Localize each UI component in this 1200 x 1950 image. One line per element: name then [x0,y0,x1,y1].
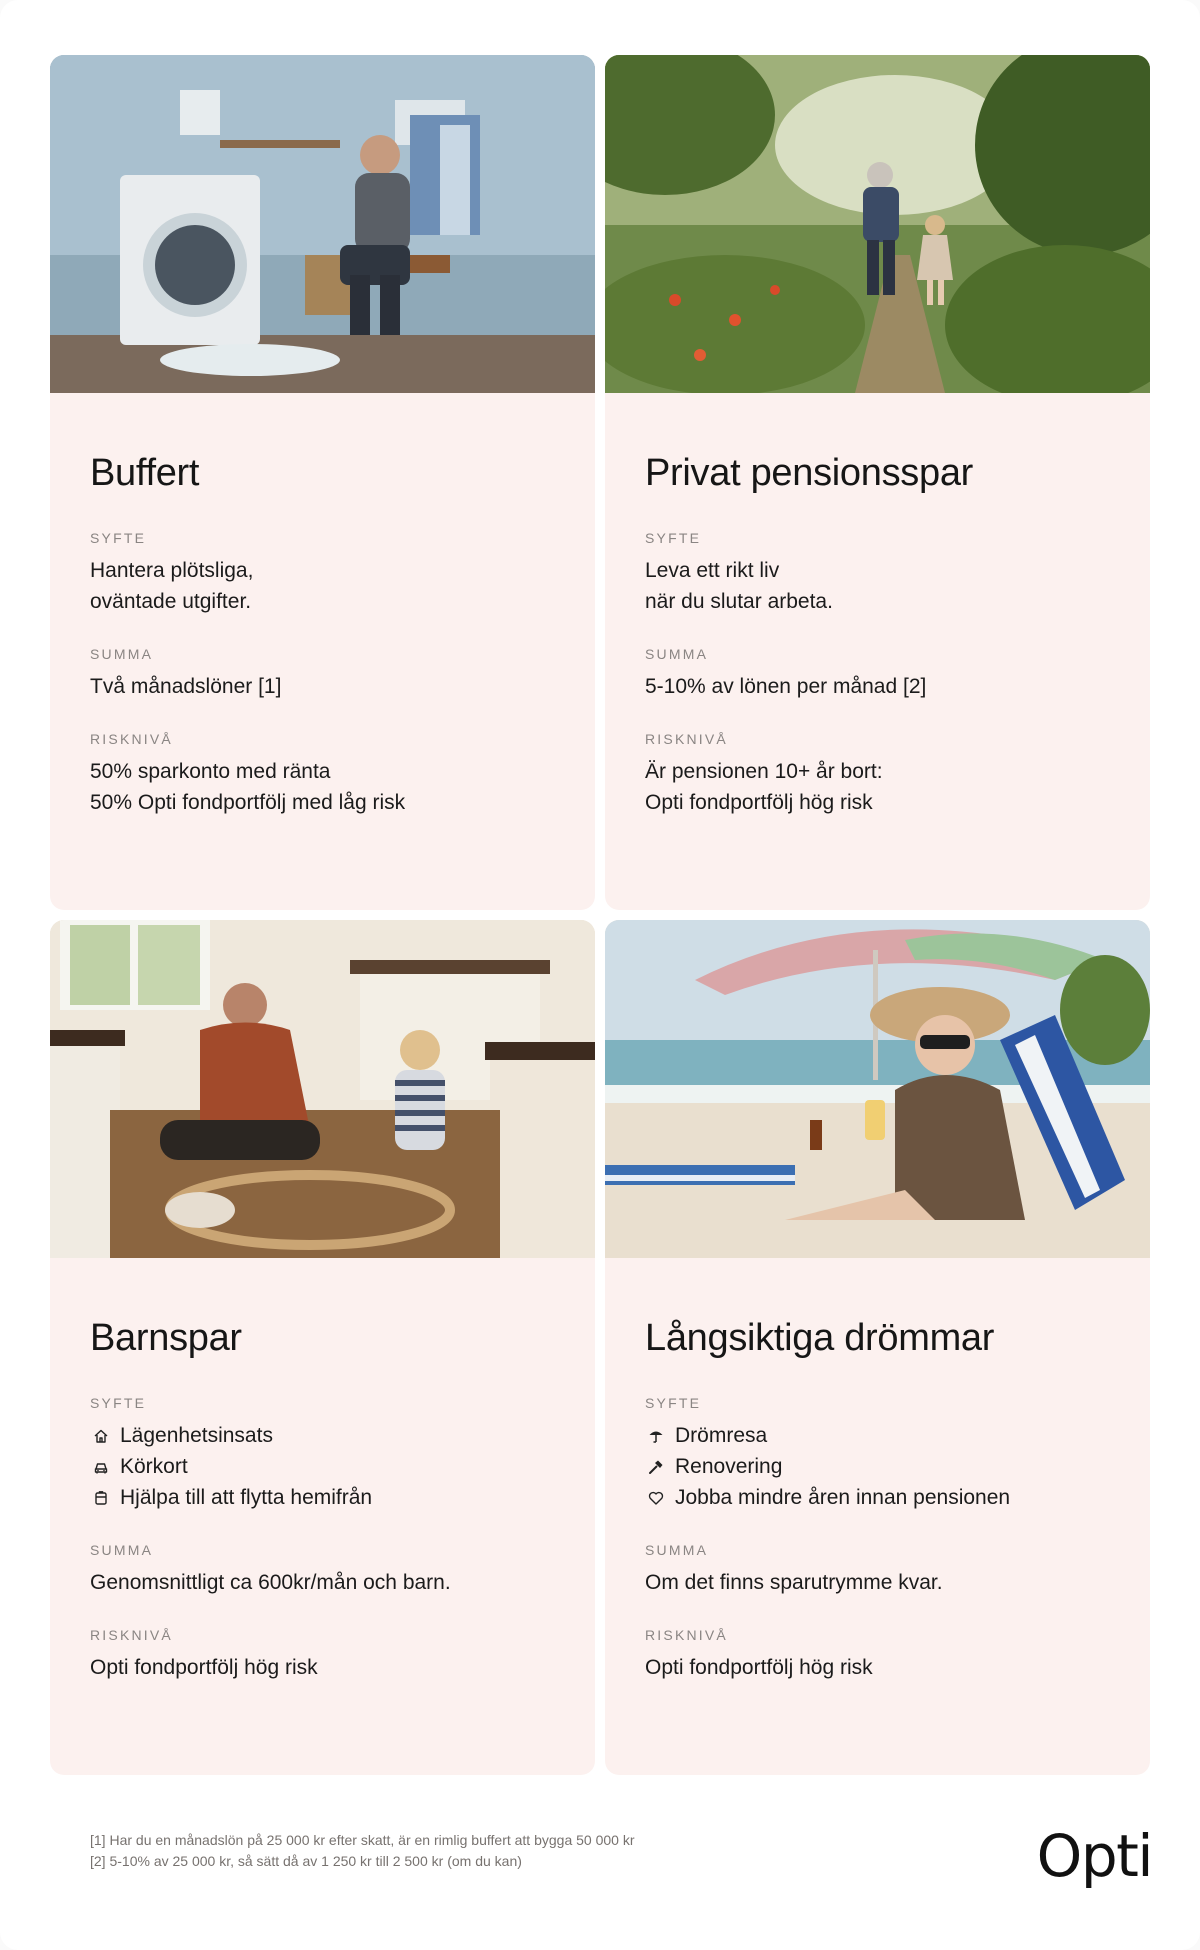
house-icon [90,1425,112,1447]
garden-path-photo [605,55,1150,393]
footnote-1: [1] Har du en månadslön på 25 000 kr efter skatt, är en rimlig buffert att bygga 50 000 kr [90,1832,635,1848]
kitchen-play-photo [50,920,595,1258]
syfte-label: SYFTE [90,530,147,546]
heart-icon [645,1487,667,1509]
card-title: Långsiktiga drömmar [645,1317,995,1359]
list-item-text: Drömresa [675,1424,768,1447]
syfte-label: SYFTE [90,1395,147,1411]
card-buffert [50,55,595,910]
syfte-label: SYFTE [645,1395,702,1411]
card-grid [50,55,1150,1775]
list-item [90,1451,555,1482]
footnote-2: [2] 5-10% av 25 000 kr, så sätt då av 1 250 kr till 2 500 kr (om du kan) [90,1853,522,1869]
summa-label: SUMMA [90,1542,154,1558]
summa-label: SUMMA [90,646,154,662]
car-icon [90,1456,112,1478]
list-item-text: Lägenhetsinsats [120,1424,273,1447]
risk-label: RISKNIVÅ [90,731,173,747]
umbrella-icon [645,1425,667,1447]
summa-label: SUMMA [645,646,709,662]
list-item-text: Hjälpa till att flytta hemifrån [120,1486,373,1509]
risk-label: RISKNIVÅ [645,731,728,747]
hammer-icon [645,1456,667,1478]
list-item-text: Jobba mindre åren innan pensionen [675,1486,1011,1509]
card-privat-pensionsspar [605,55,1150,910]
card-barnspar [50,920,595,1775]
summa-value: Om det finns sparutrymme kvar. [645,1571,943,1594]
summa-value: 5-10% av lönen per månad [2] [645,675,927,698]
card-title: Barnspar [90,1317,242,1359]
card-title: Privat pensionsspar [645,452,974,494]
card-title: Buffert [90,452,200,494]
risk-value: Opti fondportfölj hög risk [90,1656,318,1679]
card-langsiktiga-drommar [605,920,1150,1775]
list-item [645,1420,1110,1451]
syfte-label: SYFTE [645,530,702,546]
risk-value: Är pensionen 10+ år bort: Opti fondportfölj hög risk [645,760,883,814]
risk-label: RISKNIVÅ [90,1627,173,1643]
risk-label: RISKNIVÅ [645,1627,728,1643]
list-item-text: Renovering [675,1455,783,1478]
list-item [645,1482,1110,1513]
syfte-value: Hantera plötsliga, oväntade utgifter. [90,559,254,613]
laundry-room-photo [50,55,595,393]
footnotes [90,1830,635,1872]
opti-logo: Opti [1036,1822,1152,1890]
summa-value: Två månadslöner [1] [90,675,282,698]
box-icon [90,1487,112,1509]
list-item [90,1420,555,1451]
summa-value: Genomsnittligt ca 600kr/mån och barn. [90,1571,451,1594]
beach-photo [605,920,1150,1258]
list-item-text: Körkort [120,1455,188,1478]
risk-value: 50% sparkonto med ränta 50% Opti fondportfölj med låg risk [90,760,406,814]
summa-label: SUMMA [645,1542,709,1558]
list-item [90,1482,555,1513]
syfte-value: Leva ett rikt liv när du slutar arbeta. [645,559,833,613]
risk-value: Opti fondportfölj hög risk [645,1656,873,1679]
list-item [645,1451,1110,1482]
